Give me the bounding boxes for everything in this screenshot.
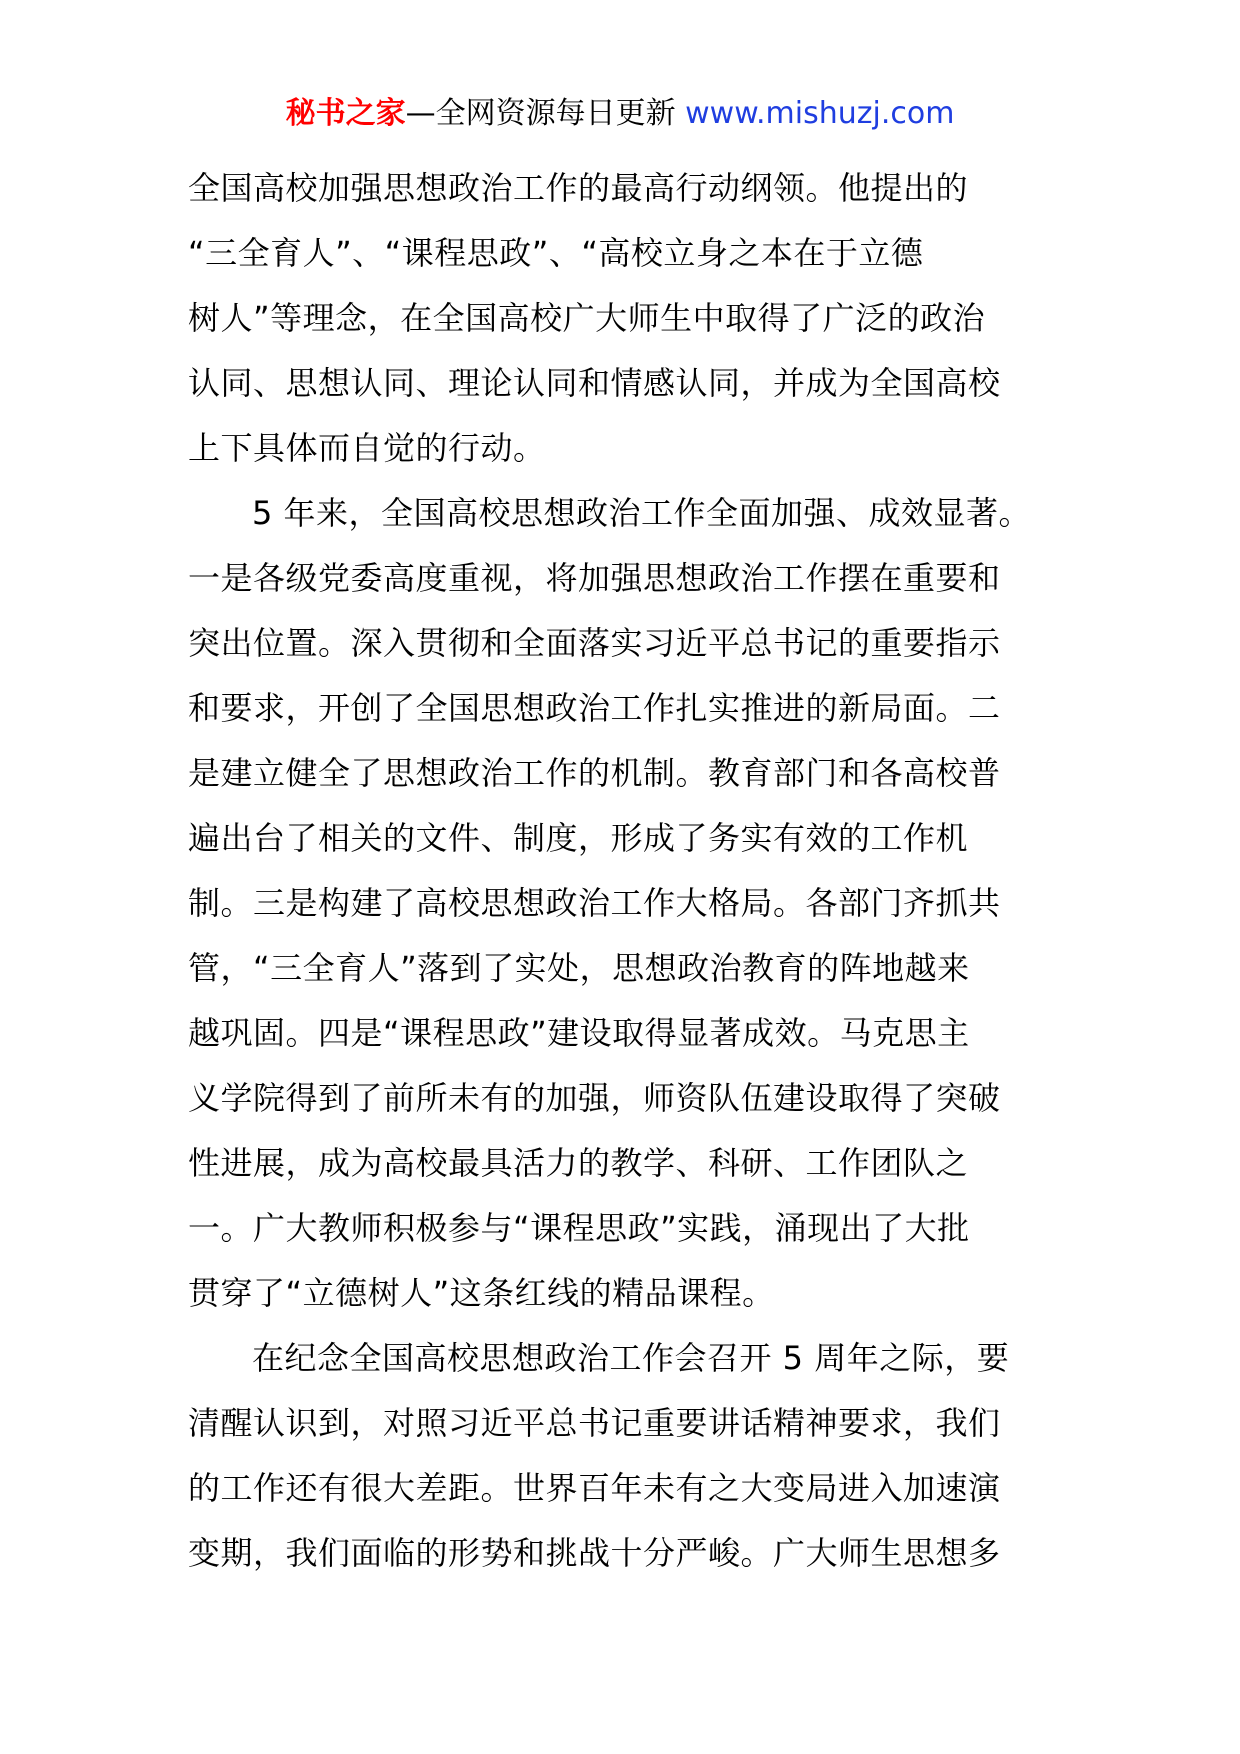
text-line: 在纪念全国高校思想政治工作会召开 5 周年之际，要 <box>252 1339 1010 1377</box>
text-line: 是建立健全了思想政治工作的机制。教育部门和各高校普 <box>188 754 1001 792</box>
text-line: 制。三是构建了高校思想政治工作大格局。各部门齐抓共 <box>188 884 1001 922</box>
paragraph <box>188 1326 1056 1586</box>
website-link[interactable]: www.mishuzj.com <box>685 96 955 131</box>
header-slogan: —全网资源每日更新 <box>405 96 686 131</box>
document-body <box>188 156 1056 1586</box>
text-line: 变期，我们面临的形势和挑战十分严峻。广大师生思想多 <box>188 1534 1001 1572</box>
text-line: 管，“三全育人”落到了实处，思想政治教育的阵地越来 <box>188 949 970 987</box>
text-line: 一。广大教师积极参与“课程思政”实践，涌现出了大批 <box>188 1209 970 1247</box>
text-line: 性进展，成为高校最具活力的教学、科研、工作团队之 <box>188 1144 969 1182</box>
paragraph <box>188 481 1056 1326</box>
brand-name: 秘书之家 <box>285 96 406 131</box>
text-line: 和要求，开创了全国思想政治工作扎实推进的新局面。二 <box>188 689 1001 727</box>
paragraph <box>188 156 1056 481</box>
text-line: 全国高校加强思想政治工作的最高行动纲领。他提出的 <box>188 169 969 207</box>
text-line: 贯穿了“立德树人”这条红线的精品课程。 <box>188 1274 775 1312</box>
text-line: 遍出台了相关的文件、制度，形成了务实有效的工作机 <box>188 819 969 857</box>
text-line: 5 年来，全国高校思想政治工作全面加强、成效显著。 <box>252 494 1032 532</box>
text-line: 认同、思想认同、理论认同和情感认同，并成为全国高校 <box>188 364 1001 402</box>
text-line: 上下具体而自觉的行动。 <box>188 429 546 467</box>
text-line: 突出位置。深入贯彻和全面落实习近平总书记的重要指示 <box>188 624 1001 662</box>
text-line: 树人”等理念，在全国高校广大师生中取得了广泛的政治 <box>188 299 986 337</box>
page-header <box>0 94 1240 134</box>
text-line: 义学院得到了前所未有的加强，师资队伍建设取得了突破 <box>188 1079 1001 1117</box>
text-line: 一是各级党委高度重视，将加强思想政治工作摆在重要和 <box>188 559 1001 597</box>
text-line: 清醒认识到，对照习近平总书记重要讲话精神要求，我们 <box>188 1404 1001 1442</box>
text-line: “三全育人”、“课程思政”、“高校立身之本在于立德 <box>188 234 924 272</box>
text-line: 的工作还有很大差距。世界百年未有之大变局进入加速演 <box>188 1469 1001 1507</box>
text-line: 越巩固。四是“课程思政”建设取得显著成效。马克思主 <box>188 1014 970 1052</box>
